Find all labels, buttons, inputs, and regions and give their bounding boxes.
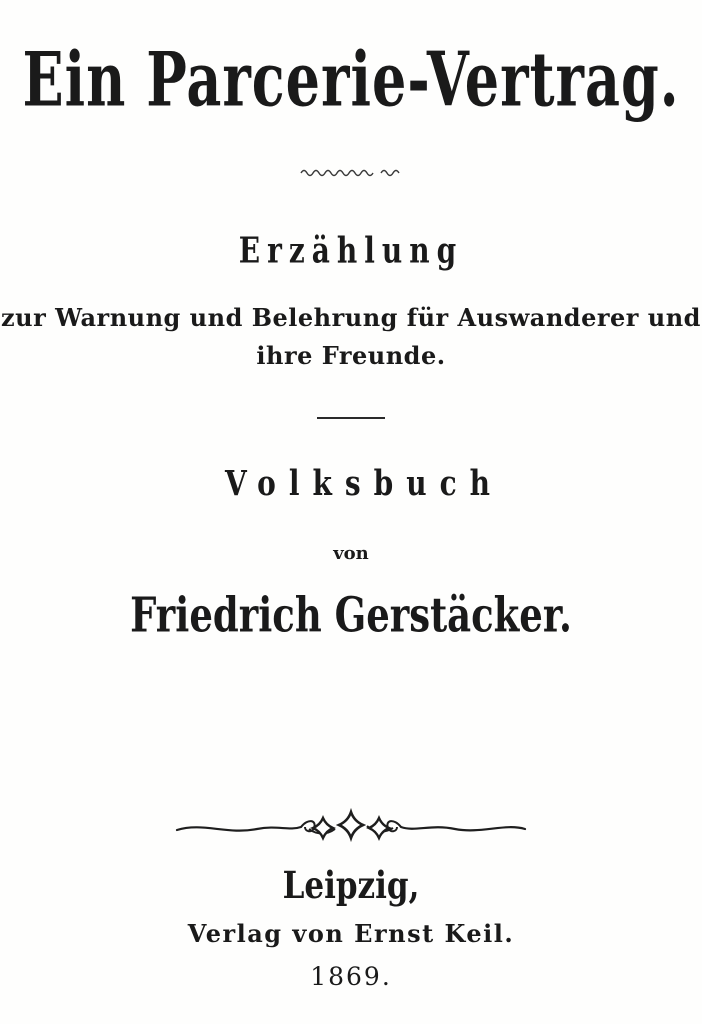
page-title-text: Ein Parcerie-Vertrag. [22,35,680,124]
flourish-ornament [0,806,702,850]
author-text: Friedrich Gerstäcker. [130,586,572,644]
subtitle-line-1: zur Warnung und Belehrung für Auswanderer und [1,303,701,332]
floral-flourish-icon [175,806,527,850]
thin-rule-icon [317,417,385,419]
byline: von [333,543,369,564]
author-name [0,586,702,644]
genre-text: Erzählung [238,229,464,272]
subtitle-line-2: ihre Freunde. [256,341,446,370]
imprint-year: 1869. [310,962,392,991]
page-title [0,35,702,124]
wavy-line-icon [299,167,403,179]
series-text: Volksbuch [225,462,503,504]
series-heading [0,462,702,504]
squiggle-divider [0,167,702,183]
imprint-city [0,864,702,908]
imprint-publisher: Verlag von Ernst Keil. [187,919,515,948]
short-rule-divider [0,417,702,433]
genre-heading [0,229,702,272]
imprint-city-text: Leipzig, [282,864,420,908]
